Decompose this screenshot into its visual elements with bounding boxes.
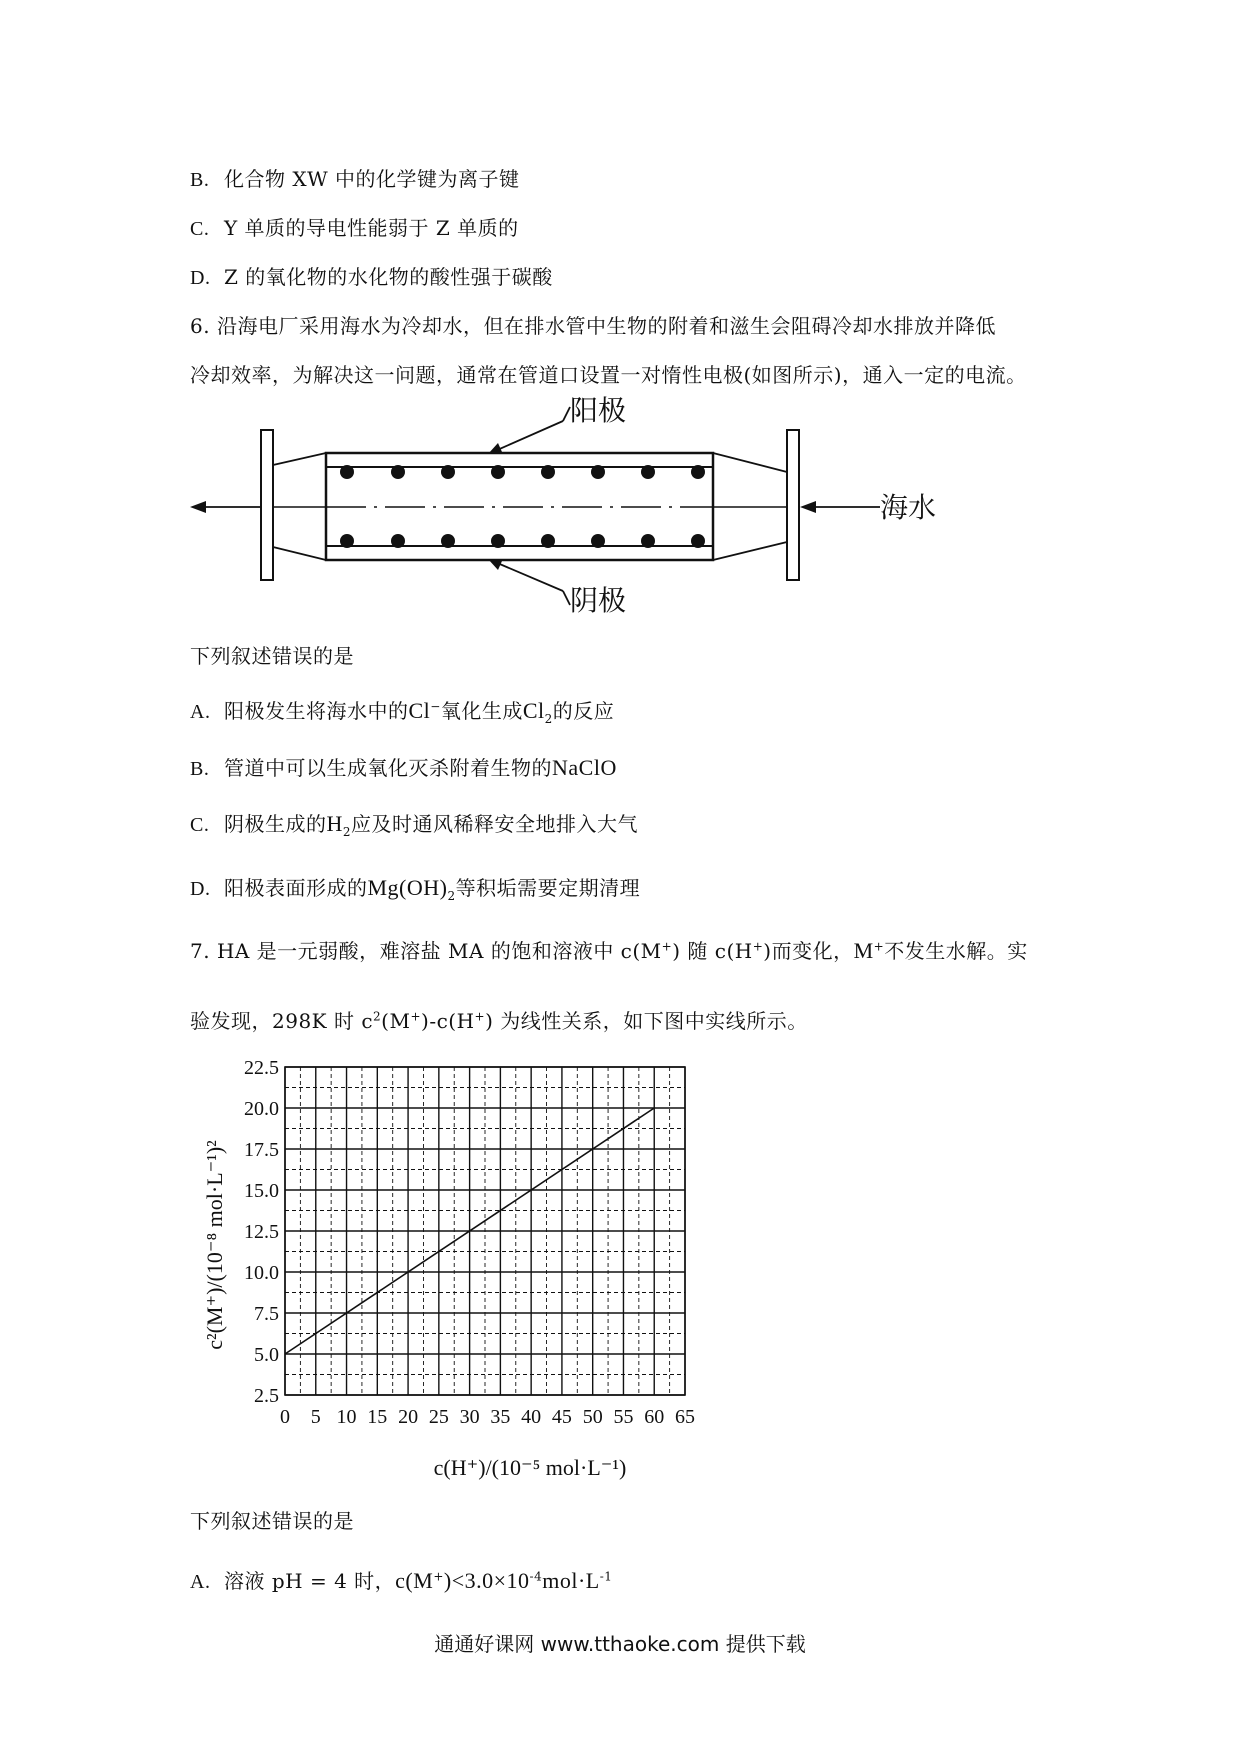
cathode-label: 阴极 [570,586,627,617]
x-tick-label: 45 [551,1406,572,1428]
y-tick-label: 12.5 [244,1221,279,1243]
y-tick-label: 5.0 [254,1344,279,1366]
q6-option-b: B. 管道中可以生成氧化灭杀附着生物的NaClO [190,755,617,780]
page-footer: 通通好课网 www.tthaoke.com 提供下载 [434,1632,806,1656]
y-tick-label: 20.0 [244,1098,279,1120]
x-tick-label: 25 [428,1406,449,1428]
anode-label: 阳极 [570,396,627,427]
q6-option-a: A. 阳极发生将海水中的Cl−氧化生成$Cl_2$的反应 [190,698,615,726]
q6-option-c: C. 阴极生成的$H_2$应及时通风稀释安全地排入大气 [190,811,639,839]
q6-prompt: 下列叙述错误的是 [190,644,354,668]
q7-stem-line1: 7. HA 是一元弱酸，难溶盐 MA 的饱和溶液中 c(M+) 随 c(H+)而变化，M+不发生水解。实 [190,938,1028,963]
y-tick-label: 15.0 [244,1180,279,1202]
x-tick-label: 10 [336,1406,357,1428]
q7-option-a: A. 溶液 pH = 4 时，$c(M^+)<3.0\times 10^{-4}mol\cdot L^{-1}$ [190,1568,613,1593]
y-tick-label: 17.5 [244,1139,279,1161]
y-tick-label: 2.5 [254,1385,279,1407]
chart-xlabel: c(H⁺)/(10⁻⁵ mol·L⁻¹) [433,1455,627,1480]
x-tick-label: 50 [582,1406,603,1428]
q6-stem-line1: 6. 沿海电厂采用海水为冷却水，但在排水管中生物的附着和滋生会阻碍冷却水排放并降低 [190,314,996,338]
x-tick-label: 5 [310,1406,321,1428]
x-tick-label: 60 [644,1406,665,1428]
anode-pointer [495,421,563,451]
seawater-label: 海水 [880,493,937,524]
q6-option-d: D. 阳极表面形成的$Mg(OH)_2$等积垢需要定期清理 [190,875,641,903]
x-tick-label: 65 [675,1406,695,1428]
q5-option-b: B. 化合物 XW 中的化学键为离子键 [190,167,520,191]
q7-prompt: 下列叙述错误的是 [190,1509,354,1533]
chart-grid [285,1067,685,1395]
x-tick-label: 30 [459,1406,480,1428]
x-tick-label: 20 [398,1406,419,1428]
y-tick-label: 22.5 [244,1057,279,1079]
q7-stem-line2: 验发现，298K 时 $c^2(M^+)-c(H^+)$ 为线性关系，如下图中实线所示。 [190,1009,808,1033]
x-tick-label: 35 [490,1406,511,1428]
q5-option-c: C. Y 单质的导电性能弱于 Z 单质的 [190,216,519,240]
q6-stem-line2: 冷却效率，为解决这一问题，通常在管道口设置一对惰性电极(如图所示)，通入一定的电流。 [190,363,1027,387]
x-tick-label: 40 [521,1406,542,1428]
c2m-vs-ch-chart [180,1055,800,1515]
x-tick-label: 55 [613,1406,634,1428]
y-tick-label: 10.0 [244,1262,279,1284]
q5-option-d: D. Z 的氧化物的水化物的酸性强于碳酸 [190,265,553,289]
x-tick-label: 15 [367,1406,388,1428]
x-tick-label: 0 [280,1406,290,1428]
y-tick-label: 7.5 [254,1303,279,1325]
chart-ylabel: c²(M⁺)/(10⁻⁸ mol·L⁻¹)² [202,1140,227,1350]
cathode-pointer [495,562,563,591]
right-flange [787,430,799,580]
electrolysis-pipe-diagram [180,395,960,620]
left-flange [261,430,273,580]
